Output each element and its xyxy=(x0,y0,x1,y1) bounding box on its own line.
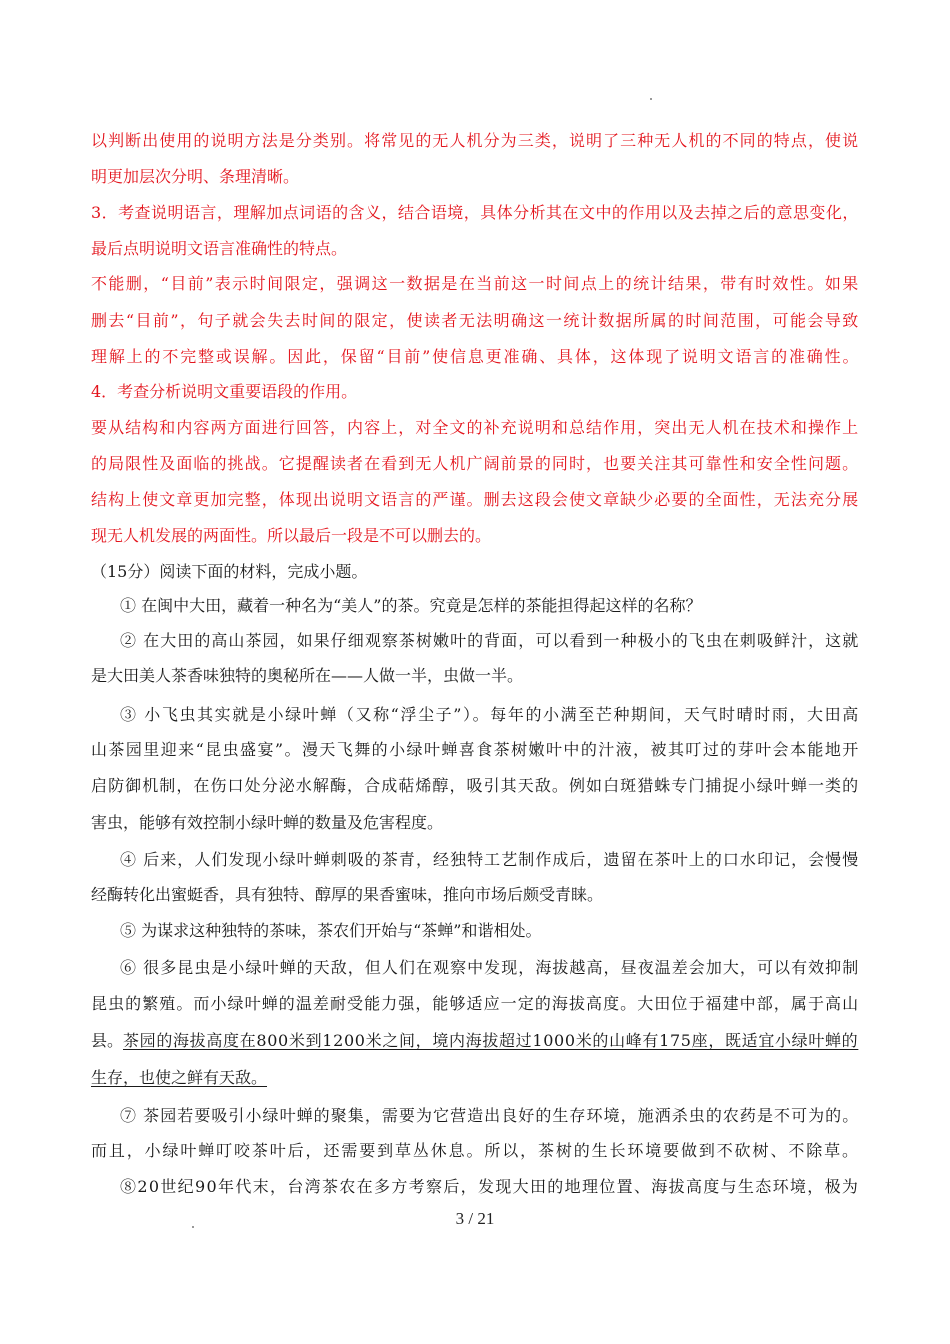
analysis-line: 以判断出使用的说明方法是分类别。将常见的无人机分为三类，说明了三种无人机的不同的特点，使说 xyxy=(91,131,860,150)
analysis-line: 要从结构和内容两方面进行回答，内容上，对全文的补充说明和总结作用，突出无人机在技术和操作上 xyxy=(91,418,860,437)
passage-line: ③ 小飞虫其实就是小绿叶蝉（又称“浮尘子”）。每年的小满至芒种期间，天气时晴时雨，大田高 xyxy=(120,705,860,724)
passage-line: 经酶转化出蜜蜓香，具有独特、醇厚的果香蜜味，推向市场后颇受青睐。 xyxy=(91,885,604,904)
scan-dot xyxy=(650,98,652,100)
question-instruction: （15分）阅读下面的材料，完成小题。 xyxy=(91,562,368,581)
analysis-line: 现无人机发展的两面性。所以最后一段是不可以删去的。 xyxy=(91,526,492,545)
passage-line: 生存，也使之鲜有天敌。 xyxy=(91,1068,268,1087)
passage-line: 山茶园里迎来“昆虫盛宴”。漫天飞舞的小绿叶蝉喜食茶树嫩叶中的汁液，被其叮过的芽叶会本能地开 xyxy=(91,740,860,759)
page-number: 3 / 21 xyxy=(455,1209,495,1228)
passage-line: ⑧20世纪90年代末，台湾茶农在多方考察后，发现大田的地理位置、海拔高度与生态环境，极为 xyxy=(120,1177,860,1196)
analysis-line: 理解上的不完整或误解。因此，保留“目前”使信息更准确、具体，这体现了说明文语言的准确性。 xyxy=(91,347,861,366)
analysis-line: 删去“目前”，句子就会失去时间的限定，使读者无法明确这一统计数据所属的时间范围，可能会导致 xyxy=(91,311,860,330)
passage-line: 害虫，能够有效控制小绿叶蝉的数量及危害程度。 xyxy=(91,813,444,832)
passage-line: 昆虫的繁殖。而小绿叶蝉的温差耐受能力强，能够适应一定的海拔高度。大田位于福建中部，属于高山 xyxy=(91,994,860,1013)
passage-line: ⑤ 为谋求这种独特的茶味，茶农们开始与“茶蝉”和谐相处。 xyxy=(120,921,542,940)
passage-line: 是大田美人茶香味独特的奥秘所在——人做一半，虫做一半。 xyxy=(91,666,524,685)
passage-line: ① 在闽中大田，藏着一种名为“美人”的茶。究竟是怎样的茶能担得起这样的名称？ xyxy=(120,596,702,615)
analysis-line: 不能删，“目前”表示时间限定，强调这一数据是在当前这一时间点上的统计结果，带有时效性。如果 xyxy=(91,274,860,293)
passage-line: ② 在大田的高山茶园，如果仔细观察茶树嫩叶的背面，可以看到一种极小的飞虫在刺吸鲜汁，这就 xyxy=(120,631,860,650)
passage-line: 而且，小绿叶蝉叮咬茶叶后，还需要到草丛休息。所以，茶树的生长环境要做到不砍树、不除草。 xyxy=(91,1141,860,1160)
passage-line: 县。 xyxy=(91,1031,124,1050)
analysis-line: 的局限性及面临的挑战。它提醒读者在看到无人机广阔前景的同时，也要关注其可靠性和安全性问题。 xyxy=(91,454,860,473)
analysis-line: 4．考查分析说明文重要语段的作用。 xyxy=(91,382,358,401)
analysis-line: 明更加层次分明、条理清晰。 xyxy=(91,167,300,186)
analysis-line: 3．考查说明语言，理解加点词语的含义，结合语境，具体分析其在文中的作用以及去掉之后的意思变化， xyxy=(91,203,859,222)
passage-line: ⑥ 很多昆虫是小绿叶蝉的天敌，但人们在观察中发现，海拔越高，昼夜温差会加大，可以有效抑制 xyxy=(120,958,860,977)
passage-line: 茶园的海拔高度在800米到1200米之间，境内海拔超过1000米的山峰有175座，既适宜小绿叶蝉的 xyxy=(123,1031,859,1050)
analysis-line: 结构上使文章更加完整，体现出说明文语言的严谨。删去这段会使文章缺少必要的全面性，无法充分展 xyxy=(91,490,860,509)
analysis-line: 最后点明说明文语言准确性的特点。 xyxy=(91,239,348,258)
passage-line: 启防御机制，在伤口处分泌水解酶，合成萜烯醇，吸引其天敌。例如白斑猎蛛专门捕捉小绿叶蝉一类的 xyxy=(91,776,860,795)
passage-line: ④ 后来，人们发现小绿叶蝉刺吸的茶青，经独特工艺制作成后，遗留在茶叶上的口水印记，会慢慢 xyxy=(120,850,860,869)
passage-line: ⑦ 茶园若要吸引小绿叶蝉的聚集，需要为它营造出良好的生存环境，施洒杀虫的农药是不可为的。 xyxy=(120,1106,860,1125)
